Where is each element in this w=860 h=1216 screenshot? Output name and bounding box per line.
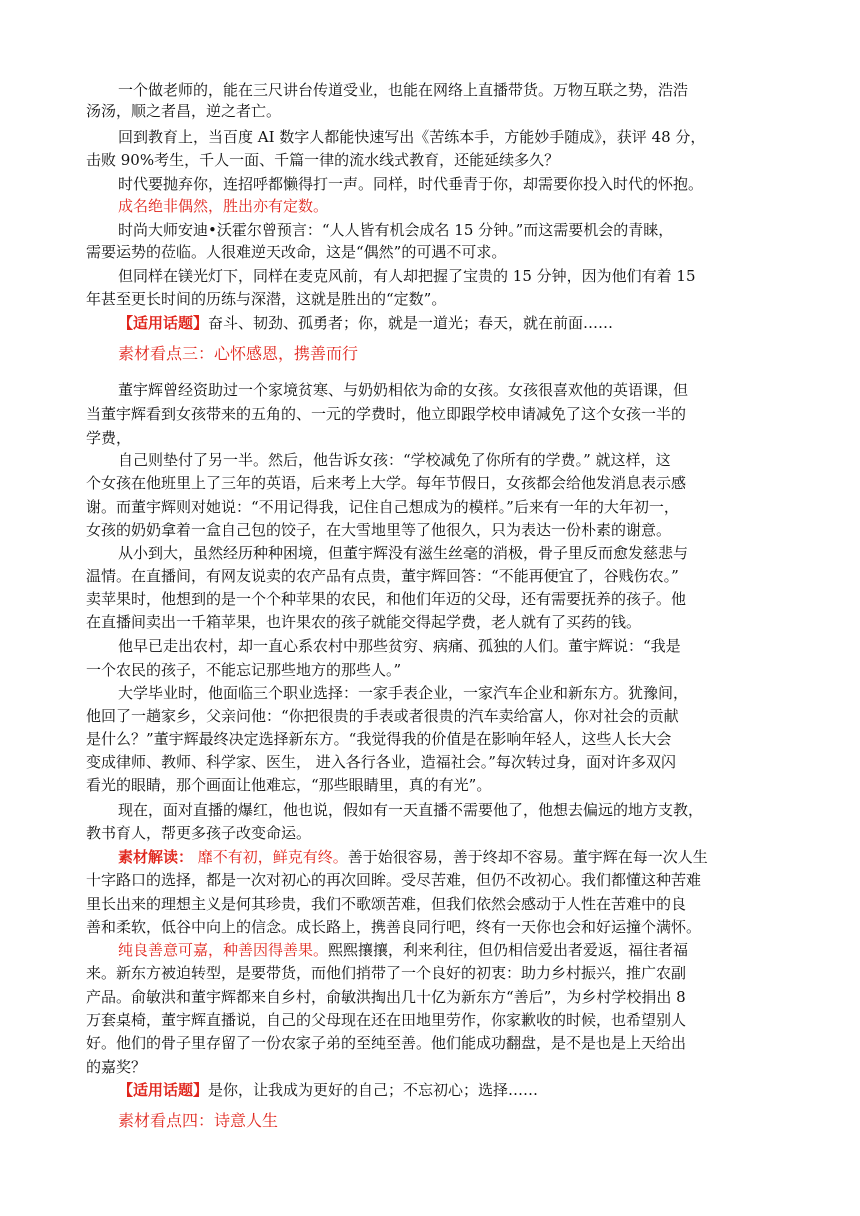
interpretation-label: 素材解读： bbox=[118, 848, 194, 866]
paragraph-line: 需要运势的莅临。人很难逆天改命，这是“偶然”的可遇不可求。 bbox=[86, 243, 507, 261]
interpretation-highlight: 纯良善意可嘉，种善因得善果。 bbox=[118, 941, 329, 959]
paragraph-line: 回到教育上，当百度 AI 数字人都能快速写出《苦练本手，方能妙手随成》，获评 48 分， bbox=[118, 128, 706, 146]
interpretation-line bbox=[118, 940, 786, 960]
interpretation-text: 熙熙攘攘，利来利往，但仍相信爱出者爱返，福往者福 bbox=[328, 941, 689, 959]
paragraph-line: 好。他们的骨子里存留了一份农家子弟的至纯至善。他们能成功翻盘，是不是也是上天给出 bbox=[86, 1034, 687, 1052]
paragraph-line: 自己则垫付了另一半。然后，他告诉女孩：“学校减免了你所有的学费。” 就这样，这 bbox=[118, 451, 671, 469]
paragraph-line: 善和柔软，低谷中向上的信念。成长路上，携善良同行吧，终有一天你也会和好运撞个满怀。 bbox=[86, 918, 702, 936]
paragraph-line: 一个农民的孩子，不能忘记那些地方的那些人。” bbox=[86, 661, 402, 679]
interpretation-line bbox=[118, 847, 786, 867]
paragraph-line: 是什么？”董宇辉最终决定选择新东方。“我觉得我的价值是在影响年轻人，这些人长大会 bbox=[86, 730, 672, 748]
paragraph-line: 击败 90%考生，千人一面、千篇一律的流水线式教育，还能延续多久？ bbox=[86, 151, 560, 169]
paragraph-line: 看光的眼睛，那个画面让他难忘，“那些眼睛里，真的有光”。 bbox=[86, 776, 492, 794]
paragraph-line: 温情。在直播间，有网友说卖的农产品有点贵，董宇辉回答：“不能再便宜了，谷贱伤农。” bbox=[86, 567, 679, 585]
paragraph-line: 当董宇辉看到女孩带来的五角的、一元的学费时，他立即跟学校申请减免了这个女孩一半的 bbox=[86, 405, 687, 423]
topic-label: 【适用话题】 bbox=[118, 314, 209, 332]
topic-text: 奋斗、韧劲、孤勇者；你，就是一道光；春天，就在前面…… bbox=[208, 314, 614, 332]
paragraph-line: 他早已走出农村，却一直心系农村中那些贫穷、病痛、孤独的人们。董宇辉说：“我是 bbox=[118, 637, 681, 655]
paragraph-line: 女孩的奶奶拿着一盒自己包的饺子，在大雪地里等了他很久，只为表达一份朴素的谢意。 bbox=[86, 521, 672, 539]
paragraph-line: 产品。俞敏洪和董宇辉都来自乡村，俞敏洪掏出几十亿为新东方“善后”，为乡村学校捐出 8 bbox=[86, 988, 686, 1006]
paragraph-line: 大学毕业时，他面临三个职业选择：一家手表企业，一家汽车企业和新东方。犹豫间， bbox=[118, 684, 689, 702]
paragraph-line: 变成律师、教师、科学家、医生， 进入各行各业，造福社会。”每次转过身，面对许多双闪 bbox=[86, 753, 676, 771]
paragraph-line: 董宇辉曾经资助过一个家境贫寒、与奶奶相依为命的女孩。女孩很喜欢他的英语课，但 bbox=[118, 381, 689, 399]
topic-line bbox=[118, 1080, 786, 1100]
paragraph-line: 现在，面对直播的爆红，他也说，假如有一天直播不需要他了，他想去偏远的地方支教， bbox=[118, 801, 704, 819]
paragraph-line: 一个做老师的，能在三尺讲台传道受业，也能在网络上直播带货。万物互联之势，浩浩 bbox=[118, 81, 689, 99]
paragraph-line: 万套桌椅，董宇辉直播说，自己的父母现在还在田地里劳作，你家歉收的时候，也希望别人 bbox=[86, 1011, 687, 1029]
interpretation-highlight: 靡不有初，鲜克有终。 bbox=[193, 848, 348, 866]
section-heading-4: 素材看点四：诗意人生 bbox=[118, 1111, 279, 1130]
topic-label: 【适用话题】 bbox=[118, 1081, 209, 1099]
paragraph-line: 在直播间卖出一千箱苹果，也许果农的孩子就能交得起学费，老人就有了买药的钱。 bbox=[86, 613, 642, 631]
paragraph-line: 他回了一趟家乡，父亲问他：“你把很贵的手表或者很贵的汽车卖给富人，你对社会的贡献 bbox=[86, 707, 679, 725]
paragraph-line: 谢。而董宇辉则对她说：“不用记得我，记住自己想成为的模样。”后来有一年的大年初一， bbox=[86, 498, 679, 516]
paragraph-line: 十字路口的选择，都是一次对初心的再次回眸。受尽苦难，但仍不改初心。我们都懂这种苦难 bbox=[86, 871, 702, 889]
section-heading-3: 素材看点三：心怀感恩，携善而行 bbox=[118, 344, 359, 363]
paragraph-line: 但同样在镁光灯下，同样在麦克风前，有人却把握了宝贵的 15 分钟，因为他们有着 15 bbox=[118, 267, 696, 285]
paragraph-line: 教书育人，帮更多孩子改变命运。 bbox=[86, 824, 312, 842]
paragraph-line: 汤汤，顺之者昌，逆之者亡。 bbox=[86, 102, 282, 120]
paragraph-line: 时尚大师安迪•沃霍尔曾预言：“人人皆有机会成名 15 分钟。”而这需要机会的青睐， bbox=[118, 221, 674, 239]
paragraph-line: 从小到大，虽然经历种种困境，但董宇辉没有滋生丝毫的消极，骨子里反而愈发慈悲与 bbox=[118, 544, 689, 562]
topic-text: 是你，让我成为更好的自己；不忘初心；选择…… bbox=[208, 1081, 539, 1099]
paragraph-line: 个女孩在他班里上了三年的英语，后来考上大学。每年节假日，女孩都会给他发消息表示感 bbox=[86, 474, 687, 492]
interpretation-text: 善于始很容易，善于终却不容易。董宇辉在每一次人生 bbox=[347, 848, 708, 866]
paragraph-line: 时代要抛弃你，连招呼都懒得打一声。同样，时代垂青于你，却需要你投入时代的怀抱。 bbox=[118, 175, 704, 193]
paragraph-line: 学费， bbox=[86, 429, 132, 447]
paragraph-line: 的嘉奖？ bbox=[86, 1058, 147, 1076]
paragraph-line: 年甚至更长时间的历练与深潜，这就是胜出的“定数”。 bbox=[86, 290, 447, 308]
paragraph-line: 卖苹果时，他想到的是一个个种苹果的农民，和他们年迈的父母，还有需要抚养的孩子。他 bbox=[86, 590, 687, 608]
red-subheading: 成名绝非偶然，胜出亦有定数。 bbox=[118, 197, 329, 215]
paragraph-line: 里长出来的理想主义是何其珍贵，我们不歌颂苦难，但我们依然会感动于人性在苦难中的良 bbox=[86, 895, 687, 913]
topic-line bbox=[118, 313, 786, 333]
paragraph-line: 来。新东方被迫转型，是要带货，而他们捎带了一个良好的初衷：助力乡村振兴，推广农副 bbox=[86, 964, 687, 982]
